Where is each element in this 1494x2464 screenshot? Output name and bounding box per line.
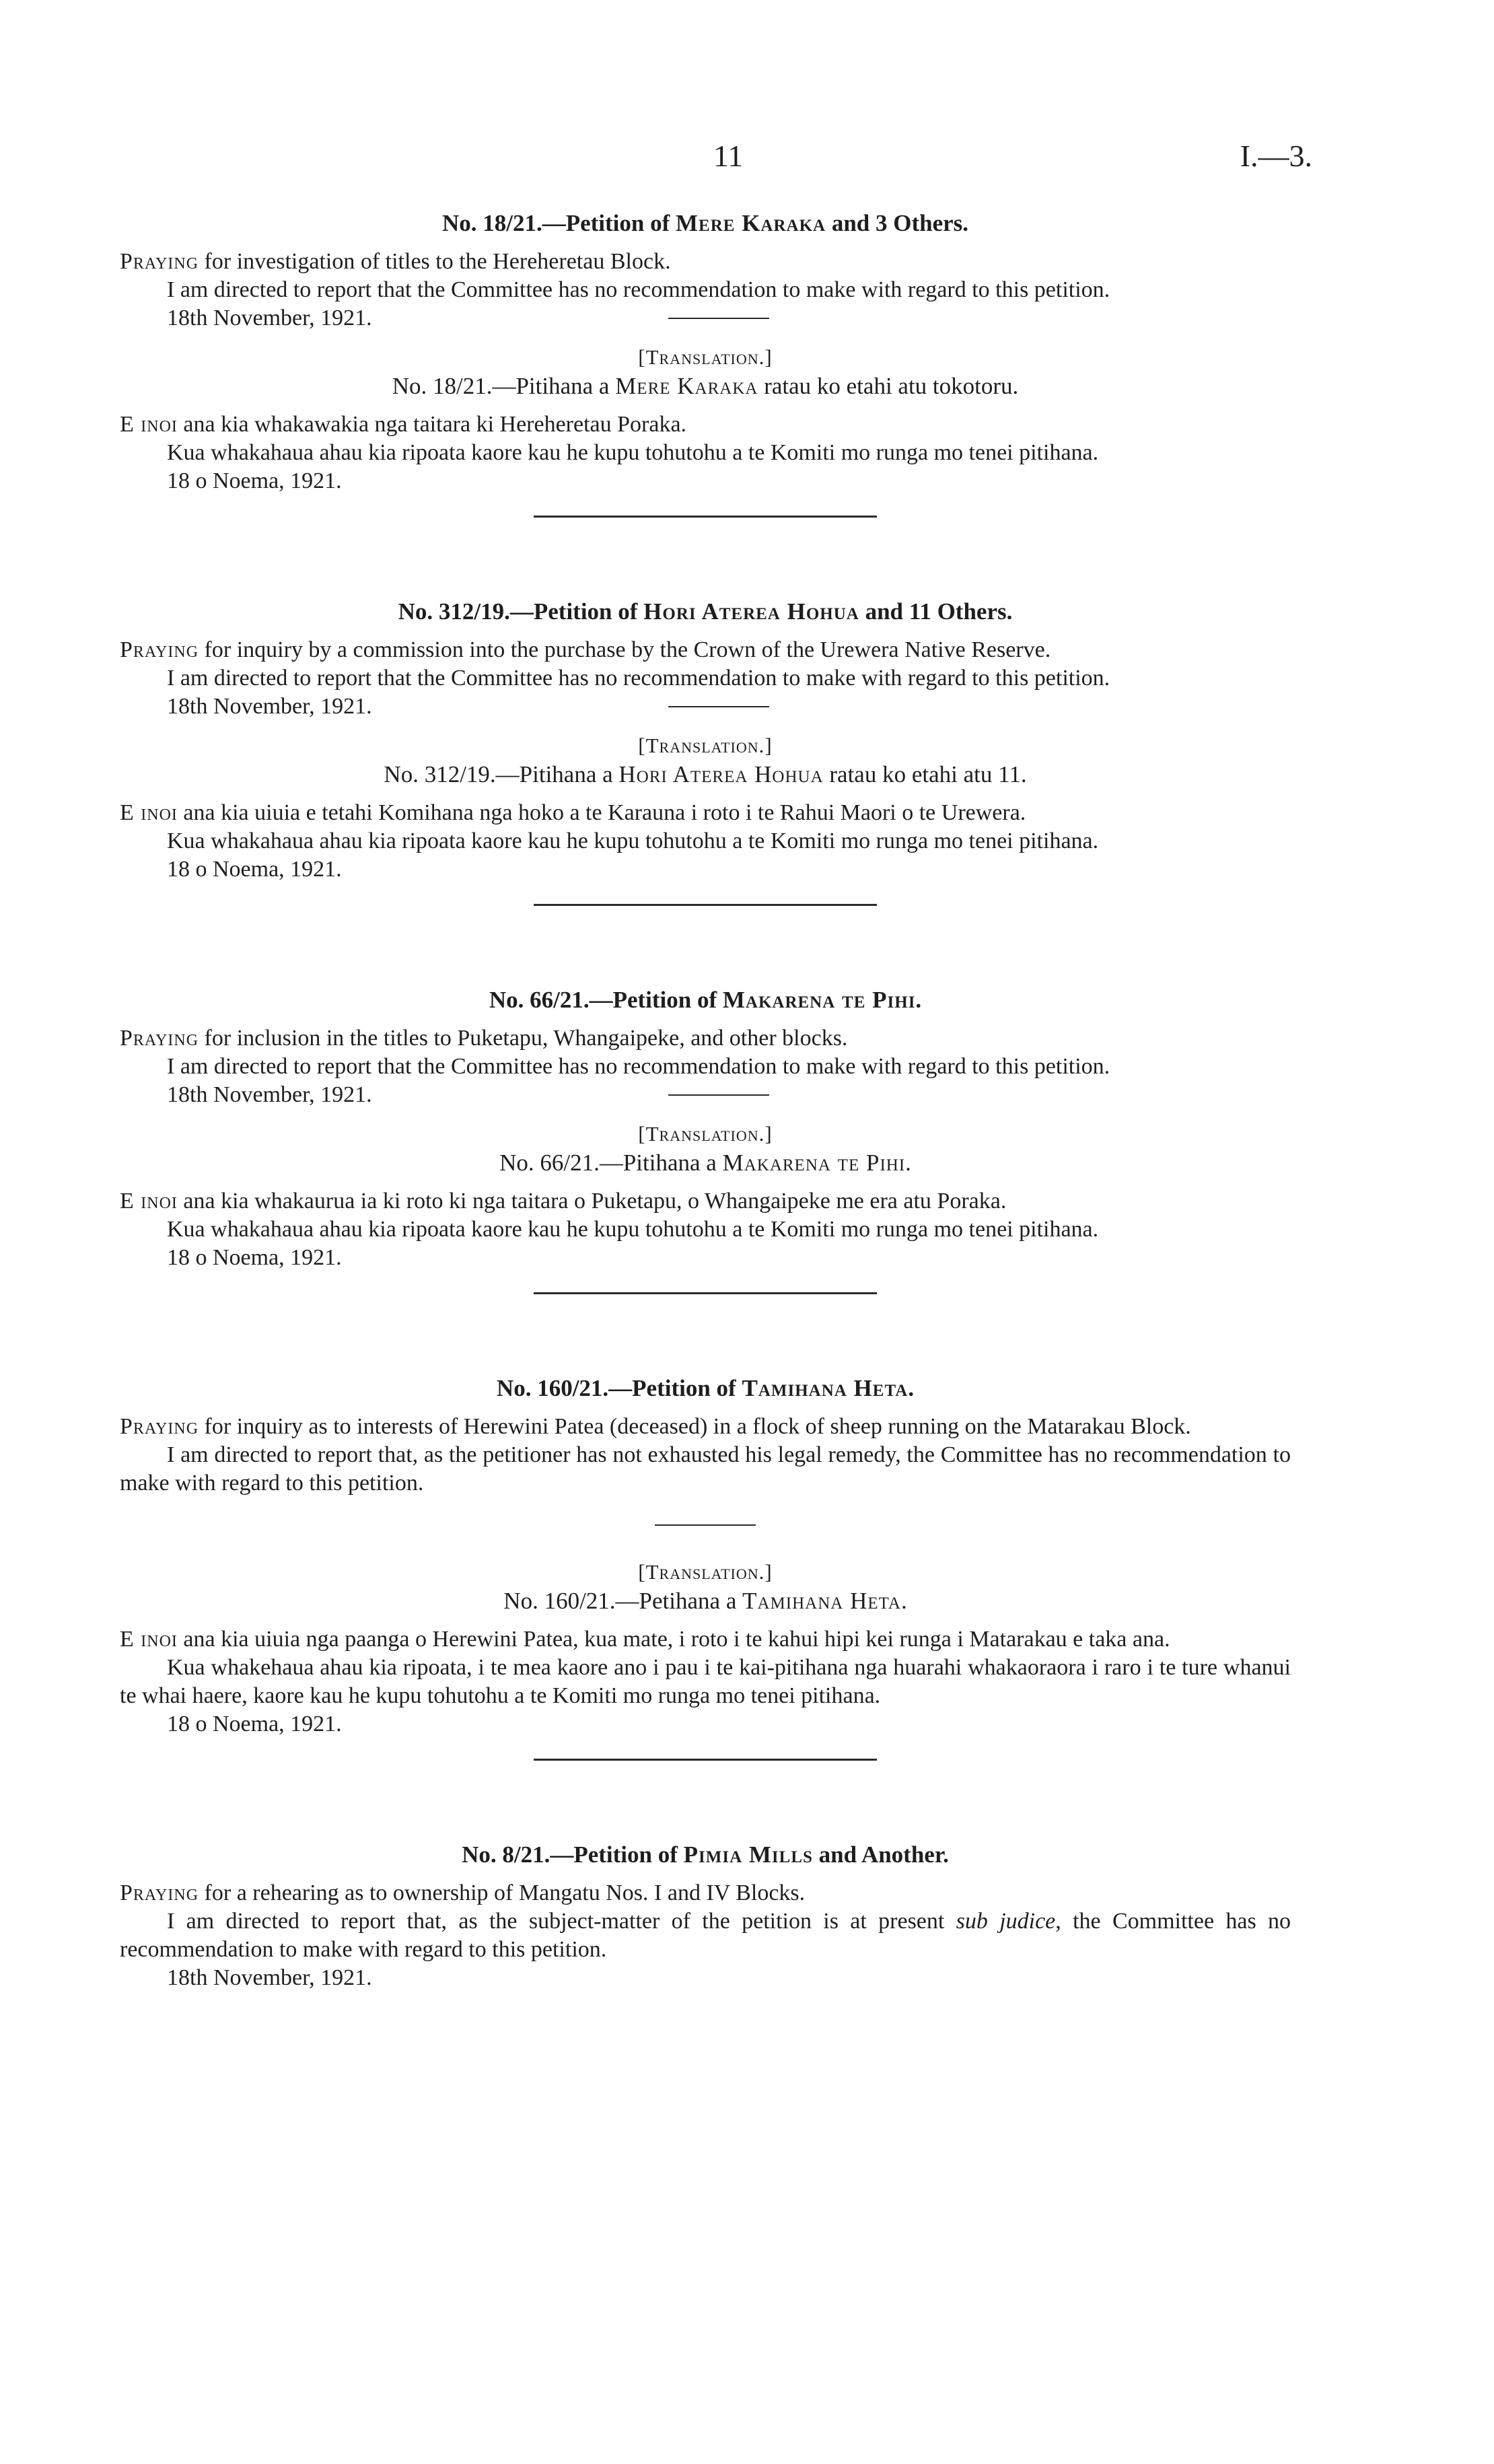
inoi-paragraph: E inoi ana kia uiuia nga paanga o Herewini Patea, kua mate, i roto i te kahui hipi kei runga i Matarakau e taka ana. (120, 1627, 1170, 1652)
section-divider (534, 904, 877, 906)
translation-date: 18 o Noema, 1921. (167, 857, 342, 882)
petition-title: No. 312/19.—Petition of Hori Aterea Hohua and 11 Others. (398, 598, 1013, 625)
praying-paragraph: Praying for investigation of titles to the Hereheretau Block. (120, 249, 671, 274)
translation-title: No. 312/19.—Pitihana a Hori Aterea Hohua ratau ko etahi atu 11. (384, 761, 1027, 787)
page-header (121, 138, 1312, 185)
report-paragraph: I am directed to report that, as the subject-matter of the petition is at present sub judice, the Committee has no recommendation to make with regard to this petition. (120, 1909, 1291, 1962)
section-divider (534, 1292, 877, 1294)
petitions-content (120, 209, 1291, 1992)
petition-title: No. 66/21.—Petition of Makarena te Pihi. (489, 987, 922, 1013)
page-number: 11 (713, 139, 744, 173)
petition-160-21 (120, 1374, 1291, 1761)
report-paragraph: I am directed to report that the Committee has no recommendation to make with regard to this petition. (167, 1054, 1110, 1079)
section-divider (534, 516, 877, 518)
translation-title: No. 66/21.—Pitihana a Makarena te Pihi. (499, 1150, 911, 1176)
praying-paragraph: Praying for a rehearing as to ownership of Mangatu Nos. I and IV Blocks. (120, 1880, 806, 1905)
translation-report: Kua whakehaua ahau kia ripoata, i te mea kaore ano i pau i te kai-pitihana nga huarahi whakaoraora i raro i te ture whanui te whai haere, kaore kau he kupu tohutohu a te Komiti mo runga mo tenei pitihana. (120, 1655, 1291, 1708)
petition-title: No. 160/21.—Petition of Tamihana Heta. (496, 1375, 915, 1401)
report-paragraph: I am directed to report that, as the petitioner has not exhausted his legal remedy, the Committee has no recommendation to make with regard to this petition. (120, 1442, 1291, 1495)
translation-date: 18 o Noema, 1921. (167, 1712, 342, 1736)
petition-18-21 (120, 209, 1291, 518)
petition-66-21 (120, 985, 1291, 1294)
petition-title: No. 18/21.—Petition of Mere Karaka and 3 Others. (441, 210, 969, 236)
petition-title: No. 8/21.—Petition of Pimia Mills and Another. (462, 1841, 949, 1868)
section-divider (534, 1759, 877, 1761)
translation-title: No. 18/21.—Pitihana a Mere Karaka ratau ko etahi atu tokotoru. (392, 373, 1019, 399)
translation-report: Kua whakahaua ahau kia ripoata kaore kau he kupu tohutohu a te Komiti mo runga mo tenei pitihana. (167, 440, 1099, 465)
inoi-paragraph: E inoi ana kia whakawakia nga taitara ki Hereheretau Poraka. (120, 412, 687, 437)
praying-paragraph: Praying for inquiry as to interests of Herewini Patea (deceased) in a flock of sheep running on the Matarakau Block. (120, 1414, 1191, 1439)
short-divider (655, 1524, 756, 1526)
translation-label: [Translation.] (638, 1560, 773, 1584)
short-divider (668, 318, 769, 319)
report-date: 18th November, 1921. (167, 306, 372, 330)
translation-report: Kua whakahaua ahau kia ripoata kaore kau he kupu tohutohu a te Komiti mo runga mo tenei pitihana. (167, 1217, 1099, 1242)
document-reference: I.—3. (1240, 139, 1312, 173)
inoi-paragraph: E inoi ana kia whakaurua ia ki roto ki nga taitara o Puketapu, o Whangaipeke me era atu Poraka. (120, 1189, 1007, 1213)
translation-date: 18 o Noema, 1921. (167, 468, 342, 493)
translation-label: [Translation.] (638, 734, 773, 757)
short-divider (668, 706, 769, 707)
inoi-paragraph: E inoi ana kia uiuia e tetahi Komihana nga hoko a te Karauna i roto i te Rahui Maori o te Urewera. (120, 800, 1026, 825)
report-date: 18th November, 1921. (167, 1965, 372, 1990)
report-paragraph: I am directed to report that the Committee has no recommendation to make with regard to this petition. (167, 277, 1110, 302)
translation-label: [Translation.] (638, 345, 773, 369)
praying-paragraph: Praying for inclusion in the titles to Puketapu, Whangaipeke, and other blocks. (120, 1026, 848, 1051)
translation-title: No. 160/21.—Petihana a Tamihana Heta. (503, 1588, 907, 1614)
short-divider (668, 1094, 769, 1096)
petition-8-21 (120, 1840, 1291, 1992)
translation-label: [Translation.] (638, 1122, 773, 1146)
praying-paragraph: Praying for inquiry by a commission into the purchase by the Crown of the Urewera Native Reserve. (120, 637, 1051, 662)
report-paragraph: I am directed to report that the Committee has no recommendation to make with regard to this petition. (167, 666, 1110, 691)
report-date: 18th November, 1921. (167, 1082, 372, 1107)
petition-312-19 (120, 597, 1291, 906)
translation-date: 18 o Noema, 1921. (167, 1245, 342, 1270)
translation-report: Kua whakahaua ahau kia ripoata kaore kau he kupu tohutohu a te Komiti mo runga mo tenei pitihana. (167, 829, 1099, 853)
report-date: 18th November, 1921. (167, 694, 372, 719)
